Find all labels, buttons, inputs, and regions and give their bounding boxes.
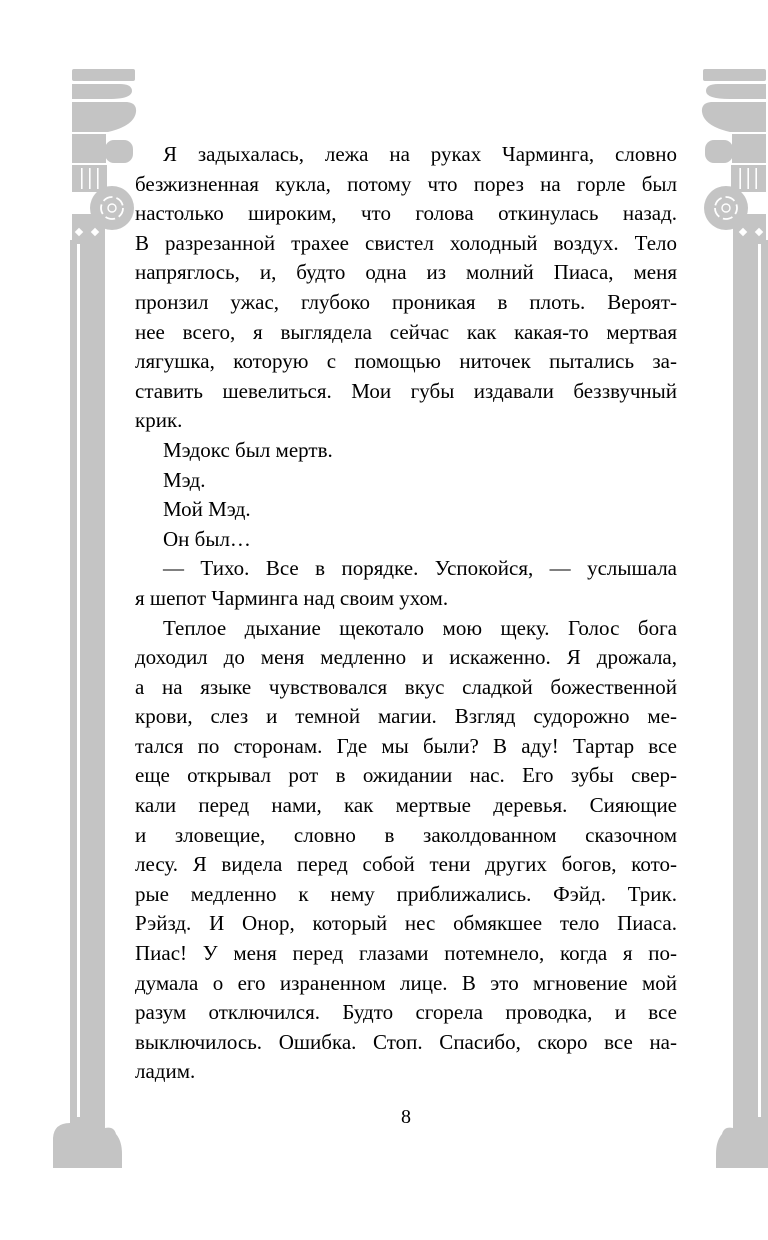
text-line: пронзил ужас, глубоко проникая в плоть. Вероят- <box>135 289 677 314</box>
text-line: настолько широким, что голова откинулась назад. <box>135 201 677 226</box>
text-line: нее всего, я выглядела сейчас как какая-то мертвая <box>135 319 677 344</box>
left-column-decoration <box>50 66 140 1176</box>
text-line: безжизненная кукла, потому что порез на горле был <box>135 171 677 196</box>
right-column-decoration <box>698 66 768 1176</box>
text-line: рые медленно к нему приближались. Фэйд. Трик. <box>135 881 677 906</box>
text-line: думала о его израненном лице. В это мгновение мой <box>135 970 677 995</box>
text-line: кали перед нами, как мертвые деревья. Сияющие <box>135 793 677 818</box>
text-line: Он был… <box>163 526 251 551</box>
text-line: ставить шевелиться. Мои губы издавали беззвучный <box>135 378 677 403</box>
text-line: еще открывал рот в ожидании нас. Его зубы свер- <box>135 763 677 788</box>
text-line: доходил до меня медленно и искаженно. Я дрожала, <box>135 645 677 670</box>
text-line: разум отключился. Будто сгорела проводка, и все <box>135 1000 677 1025</box>
text-line: Я задыхалась, лежа на руках Чарминга, словно <box>163 142 677 166</box>
text-line: и зловещие, словно в заколдованном сказочном <box>135 822 677 847</box>
text-line: Теплое дыхание щекотало мою щеку. Голос бога <box>163 615 677 640</box>
text-line: напряглось, и, будто одна из молний Пиаса, меня <box>135 260 677 285</box>
text-line: крик. <box>135 408 183 433</box>
text-line: В разрезанной трахее свистел холодный воздух. Тело <box>135 230 677 255</box>
text-line: а на языке чувствовался вкус сладкой божественной <box>135 674 677 699</box>
text-line: тался по сторонам. Где мы были? В аду! Тартар все <box>135 733 677 758</box>
text-line: Мэдокс был мертв. <box>163 437 333 462</box>
text-line: Рэйзд. И Онор, который нес обмякшее тело Пиаса. <box>135 911 677 936</box>
page-number: 8 <box>401 1106 411 1128</box>
text-line: лесу. Я видела перед собой тени других богов, кото- <box>135 852 677 877</box>
page-text <box>135 140 677 1087</box>
text-line: Мой Мэд. <box>163 497 251 522</box>
text-line: я шепот Чарминга над своим ухом. <box>135 585 449 610</box>
text-line: Пиас! У меня перед глазами потемнело, когда я по- <box>135 941 677 966</box>
text-line: Мэд. <box>163 467 206 492</box>
text-line: крови, слез и темной магии. Взгляд судорожно ме- <box>135 704 677 729</box>
text-line: выключилось. Ошибка. Стоп. Спасибо, скоро все на- <box>135 1029 677 1054</box>
text-line: — Тихо. Все в порядке. Успокойся, — услышала <box>163 556 677 581</box>
text-line: ладим. <box>135 1059 196 1084</box>
text-line: лягушка, которую с помощью ниточек пытались за- <box>135 349 677 374</box>
